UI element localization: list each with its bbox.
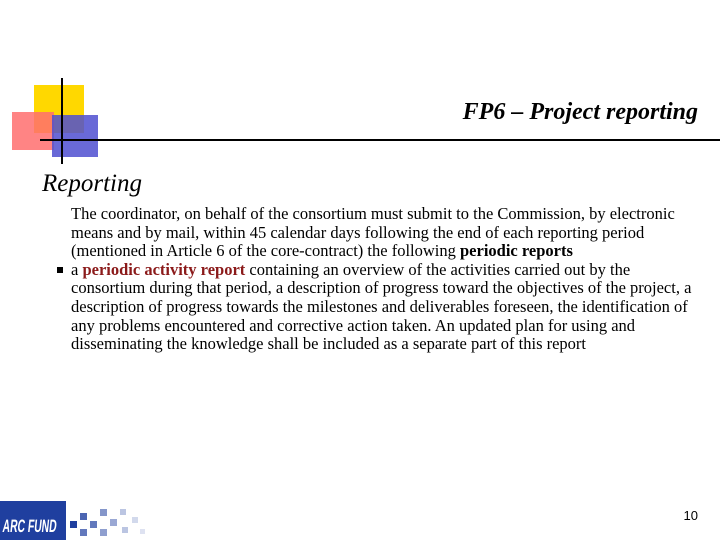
intro-text: The coordinator, on behalf of the consortium must submit to the Commission, by electronic means and by mail, within 45 calendar days following the end of each reporting period (mentioned in Article 6 of the core-contract) the following (71, 204, 675, 261)
intro-bold-text: periodic reports (460, 241, 573, 261)
square-bullet-icon (57, 267, 63, 273)
bullet-lead: a (71, 259, 83, 279)
bullet-highlight: periodic activity report (82, 259, 246, 279)
decor-vertical-line (61, 78, 63, 164)
section-heading: Reporting (42, 170, 142, 197)
bullet-text: containing an overview of the activities carried out by the consortium during that period, a description of progress toward the objectives of the project, a description of progress towards the milestones and deliverables foreseen, the identification of any problems encountered and corrective action taken. An updated plan for using and disseminating the knowledge shall be included as a separate part of this report (71, 259, 692, 354)
decor-blue-square (52, 115, 98, 157)
logo-text: ARC FUND (1, 516, 98, 536)
title-underline (40, 139, 720, 141)
slide-title: FP6 – Project reporting (462, 99, 698, 125)
slide-body (71, 205, 703, 354)
intro-paragraph (71, 205, 703, 261)
page-number: 10 (683, 508, 698, 523)
decor-red-square (12, 112, 54, 150)
arc-fund-logo (0, 495, 150, 540)
bullet-item (71, 261, 703, 354)
